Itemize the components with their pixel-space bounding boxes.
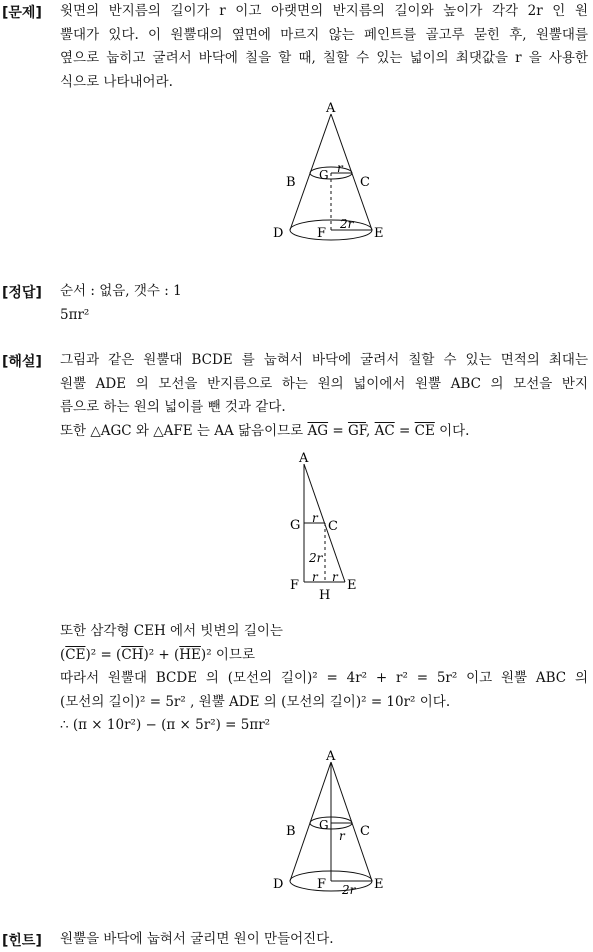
label-a: A	[326, 101, 336, 116]
label-c: C	[360, 824, 370, 839]
label-f: F	[290, 578, 300, 593]
segment-ch: $\overline{CH}$	[121, 646, 144, 663]
segment-ce: $\overline{CE}$	[65, 646, 86, 663]
label-d: D	[273, 226, 284, 241]
label-f: F	[317, 877, 327, 892]
label-e: E	[374, 226, 384, 241]
triangle-figure	[285, 450, 365, 602]
label-r: r	[339, 829, 345, 843]
label-f: F	[317, 226, 327, 241]
solution-line: 따라서 원뿔대 BCDE 의 (모선의 길이)² = 4r² + r² = 5r² 이고 원뿔 ABC 의	[60, 670, 588, 686]
label-d: D	[273, 877, 284, 892]
solution-line: 그림과 같은 원뿔대 BCDE 를 눕혀서 바닥에 굴려서 칠할 수 있는 면적의 최대는	[60, 352, 588, 368]
problem-line: 윗면의 반지름의 길이가 r 이고 아랫면의 반지름의 길이와 높이가 각각 2r 인 원	[60, 3, 588, 19]
text: ,	[366, 422, 375, 439]
problem-line: 식으로 나타내어라.	[60, 73, 173, 90]
problem-line: 옆으로 눕히고 굴려서 바닥에 칠을 할 때, 칠할 수 있는 넓이의 최댓값을 r 을 사용한	[60, 50, 588, 66]
label-h: H	[319, 588, 331, 602]
answer-line: 순서 : 없음, 갯수 : 1	[60, 283, 182, 299]
frustum-figure-2	[268, 748, 398, 898]
text: =	[328, 422, 348, 439]
label-2r: 2r	[340, 217, 354, 231]
problem-line: 뿔대가 있다. 이 원뿔대의 옆면에 마르지 않는 페인트를 골고루 묻힌 후, 원뿔대를	[60, 26, 588, 43]
solution-line: (모선의 길이)² = 5r² , 원뿔 ADE 의 (모선의 길이)² = 10r² 이다.	[60, 693, 451, 710]
solution-line: 또한 삼각형 CEH 에서 빗변의 길이는	[60, 623, 283, 639]
label-g: G	[290, 518, 301, 533]
label-e: E	[374, 877, 384, 892]
label-g: G	[319, 818, 329, 832]
segment-he: $\overline{HE}$	[179, 646, 201, 663]
segment-gf: $\overline{GF}$	[347, 422, 367, 439]
label-r-bottom-right: r	[332, 570, 338, 584]
solution-line	[60, 420, 588, 444]
answer-tag: [정답]	[2, 285, 42, 301]
solution-line: ∴ (π × 10r²) − (π × 5r²) = 5πr²	[60, 717, 271, 733]
solution-line: 름으로 하는 원의 넓이를 뺀 것과 같다.	[60, 399, 286, 415]
hint-tag: [힌트]	[2, 933, 42, 949]
text: )² + (	[143, 646, 180, 663]
segment-ag: $\overline{AG}$	[307, 422, 329, 439]
answer-value: 5πr²	[60, 306, 90, 323]
text: ² = (	[90, 646, 122, 663]
label-g: G	[319, 168, 329, 182]
label-b: B	[286, 824, 296, 839]
label-e: E	[347, 578, 357, 593]
text: )² 이므로	[200, 646, 256, 663]
label-c: C	[360, 175, 370, 190]
segment-ac: $\overline{AC}$	[374, 422, 395, 439]
label-2r: 2r	[342, 883, 356, 897]
label-c: C	[328, 519, 338, 534]
solution-line: 원뿔 ADE 의 모선을 반지름으로 하는 원의 넓이에서 원뿔 ABC 의 모선을 반지	[60, 375, 588, 392]
label-r-bottom-left: r	[312, 570, 318, 584]
text: =	[394, 422, 415, 439]
text: 또한 △AGC 와 △AFE 는 AA 닮음이므로	[60, 422, 308, 439]
hint-line: 원뿔을 바닥에 눕혀서 굴리면 원이 만들어진다.	[60, 931, 334, 947]
label-2r: 2r	[309, 551, 323, 565]
frustum-figure	[268, 100, 398, 248]
text: 이다.	[434, 422, 470, 439]
label-r: r	[312, 511, 318, 525]
problem-tag: [문제]	[2, 5, 42, 21]
label-a: A	[326, 749, 336, 764]
equation-line: $(\overline{CE})^2 = (\overline{CH})^2 + (\overline{HE})^2$ 이므로	[60, 646, 256, 663]
segment-ce: $\overline{CE}$	[414, 422, 435, 439]
label-b: B	[286, 175, 296, 190]
label-a: A	[299, 451, 309, 466]
solution-tag: [해설]	[2, 354, 42, 370]
label-r: r	[337, 161, 343, 175]
